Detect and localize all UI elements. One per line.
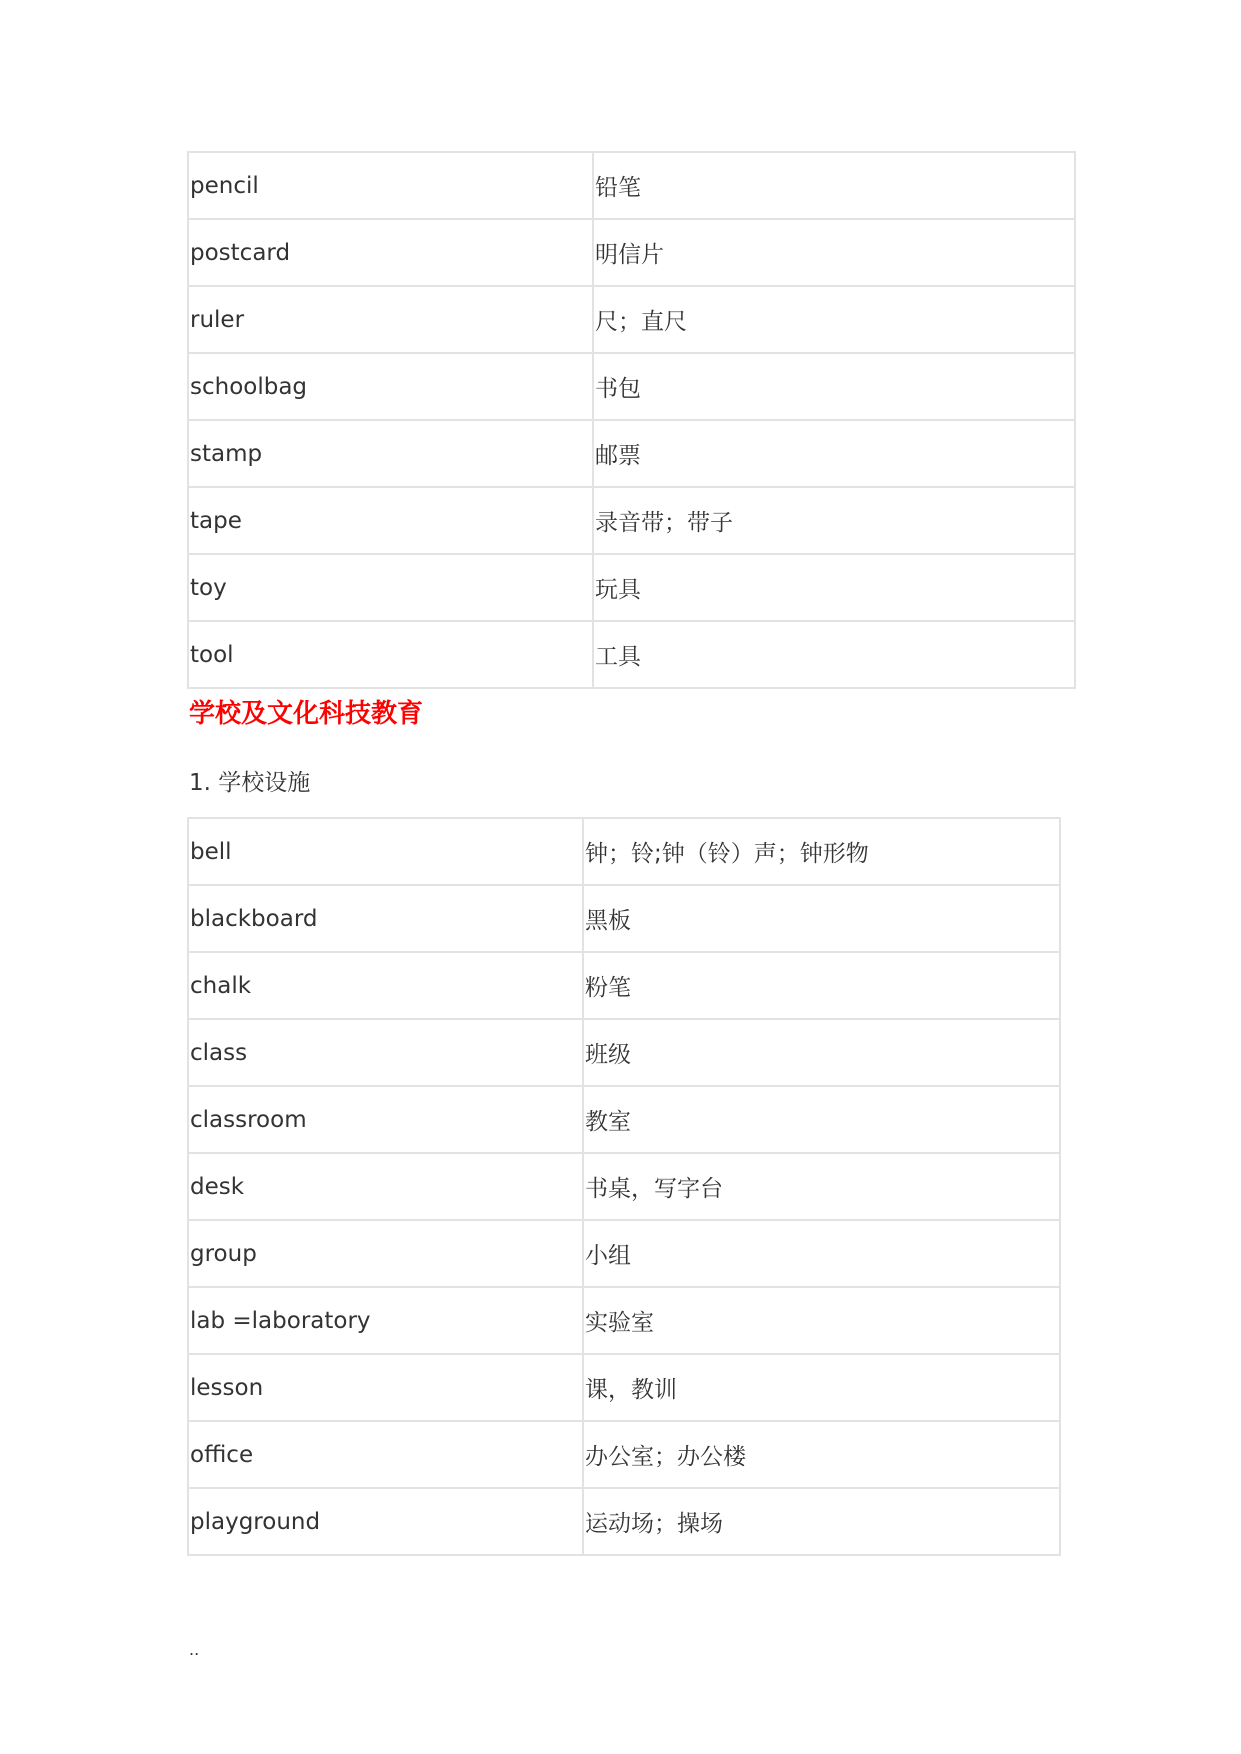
english-word: tool <box>188 621 593 688</box>
sub-heading: 1. 学校设施 <box>189 770 311 796</box>
chinese-meaning: 邮票 <box>593 420 1075 487</box>
page-footer: .. <box>189 1640 200 1659</box>
english-word: playground <box>188 1488 583 1555</box>
chinese-meaning: 运动场；操场 <box>583 1488 1060 1555</box>
vocab-table-school-facilities <box>187 817 1061 1556</box>
english-word: stamp <box>188 420 593 487</box>
table-row <box>188 219 1075 286</box>
english-word: lab =laboratory <box>188 1287 583 1354</box>
chinese-meaning: 玩具 <box>593 554 1075 621</box>
table-row <box>188 1019 1060 1086</box>
chinese-meaning: 黑板 <box>583 885 1060 952</box>
table-row <box>188 621 1075 688</box>
english-word: schoolbag <box>188 353 593 420</box>
chinese-meaning: 钟；铃;钟（铃）声；钟形物 <box>583 818 1060 885</box>
chinese-meaning: 铅笔 <box>593 152 1075 219</box>
chinese-meaning: 实验室 <box>583 1287 1060 1354</box>
english-word: ruler <box>188 286 593 353</box>
english-word: group <box>188 1220 583 1287</box>
chinese-meaning: 办公室；办公楼 <box>583 1421 1060 1488</box>
table-row <box>188 885 1060 952</box>
table-row <box>188 487 1075 554</box>
table-row <box>188 1488 1060 1555</box>
english-word: office <box>188 1421 583 1488</box>
english-word: classroom <box>188 1086 583 1153</box>
chinese-meaning: 小组 <box>583 1220 1060 1287</box>
chinese-meaning: 录音带；带子 <box>593 487 1075 554</box>
table-row <box>188 152 1075 219</box>
english-word: toy <box>188 554 593 621</box>
chinese-meaning: 书桌，写字台 <box>583 1153 1060 1220</box>
english-word: postcard <box>188 219 593 286</box>
chinese-meaning: 课，教训 <box>583 1354 1060 1421</box>
english-word: class <box>188 1019 583 1086</box>
english-word: bell <box>188 818 583 885</box>
table-row <box>188 818 1060 885</box>
english-word: pencil <box>188 152 593 219</box>
table-row <box>188 420 1075 487</box>
english-word: lesson <box>188 1354 583 1421</box>
chinese-meaning: 明信片 <box>593 219 1075 286</box>
table-row <box>188 353 1075 420</box>
table-row <box>188 554 1075 621</box>
chinese-meaning: 尺；直尺 <box>593 286 1075 353</box>
table-row <box>188 286 1075 353</box>
chinese-meaning: 书包 <box>593 353 1075 420</box>
chinese-meaning: 教室 <box>583 1086 1060 1153</box>
table-row <box>188 1220 1060 1287</box>
chinese-meaning: 工具 <box>593 621 1075 688</box>
table-row <box>188 1287 1060 1354</box>
table-row <box>188 1421 1060 1488</box>
vocab-table-supplies <box>187 151 1076 689</box>
english-word: blackboard <box>188 885 583 952</box>
english-word: chalk <box>188 952 583 1019</box>
table-row <box>188 1153 1060 1220</box>
english-word: tape <box>188 487 593 554</box>
table-row <box>188 1086 1060 1153</box>
english-word: desk <box>188 1153 583 1220</box>
chinese-meaning: 班级 <box>583 1019 1060 1086</box>
table-row <box>188 1354 1060 1421</box>
section-heading: 学校及文化科技教育 <box>189 699 424 729</box>
table-row <box>188 952 1060 1019</box>
chinese-meaning: 粉笔 <box>583 952 1060 1019</box>
